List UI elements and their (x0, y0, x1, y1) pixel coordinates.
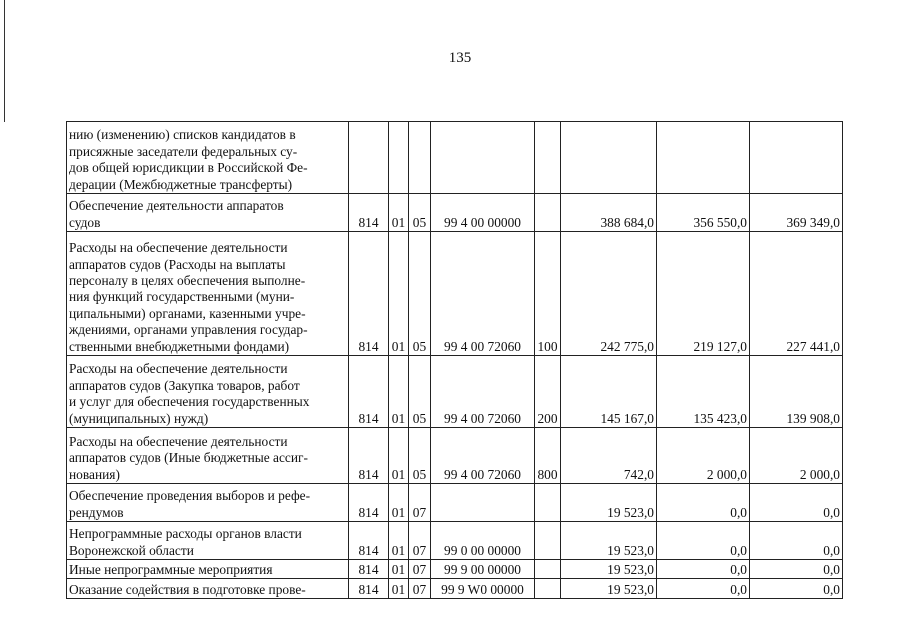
ministry-code-cell: 814 (349, 356, 389, 428)
section-code-cell: 01 (389, 522, 409, 560)
description-line: Обеспечение проведения выборов и рефе- (69, 488, 311, 504)
expense-type-cell: 800 (535, 428, 561, 484)
subsection-code-cell: 07 (409, 579, 431, 599)
ministry-code-cell: 814 (349, 232, 389, 356)
description-line: дов общей юрисдикции в Российской Фе- (69, 160, 308, 176)
target-article-cell: 99 9 00 00000 (431, 560, 535, 579)
amount-year2-cell: 356 550,0 (657, 194, 750, 232)
amount-year3-cell (750, 122, 843, 194)
description-line: ципальными) органами, казенными учре- (69, 305, 306, 321)
target-article-cell (431, 484, 535, 522)
expense-type-cell: 200 (535, 356, 561, 428)
amount-year3-cell: 369 349,0 (750, 194, 843, 232)
description-line: Иные непрограммные мероприятия (69, 561, 273, 577)
description-line: Воронежской области (69, 542, 194, 558)
amount-year1-cell: 19 523,0 (561, 560, 657, 579)
amount-year1-cell: 19 523,0 (561, 484, 657, 522)
expense-type-cell (535, 122, 561, 194)
amount-year2-cell: 0,0 (657, 484, 750, 522)
description-cell (67, 579, 349, 599)
description-line: Непрограммные расходы органов власти (69, 526, 302, 542)
description-line: (муниципальных) нужд) (69, 410, 209, 426)
amount-year3-cell: 0,0 (750, 484, 843, 522)
target-article-cell (431, 122, 535, 194)
amount-year3-cell: 2 000,0 (750, 428, 843, 484)
ministry-code-cell: 814 (349, 484, 389, 522)
subsection-code-cell: 05 (409, 194, 431, 232)
table-row (67, 194, 843, 232)
amount-year2-cell: 219 127,0 (657, 232, 750, 356)
description-cell (67, 194, 349, 232)
amount-year1-cell (561, 122, 657, 194)
table-row (67, 579, 843, 599)
ministry-code-cell: 814 (349, 560, 389, 579)
page-number: 135 (448, 50, 472, 66)
table-row (67, 484, 843, 522)
description-line: аппаратов судов (Расходы на выплаты (69, 256, 286, 272)
amount-year3-cell: 139 908,0 (750, 356, 843, 428)
expense-type-cell (535, 194, 561, 232)
target-article-cell: 99 9 W0 00000 (431, 579, 535, 599)
amount-year1-cell: 242 775,0 (561, 232, 657, 356)
subsection-code-cell: 05 (409, 356, 431, 428)
description-line: Обеспечение деятельности аппаратов (69, 198, 284, 214)
amount-year2-cell (657, 122, 750, 194)
description-cell (67, 560, 349, 579)
description-line: персоналу в целях обеспечения выполне- (69, 272, 306, 288)
description-line: рендумов (69, 504, 124, 520)
table-row (67, 560, 843, 579)
amount-year2-cell: 0,0 (657, 579, 750, 599)
amount-year1-cell: 19 523,0 (561, 579, 657, 599)
description-cell (67, 122, 349, 194)
subsection-code-cell (409, 122, 431, 194)
subsection-code-cell: 05 (409, 232, 431, 356)
subsection-code-cell: 05 (409, 428, 431, 484)
ministry-code-cell: 814 (349, 428, 389, 484)
margin-line (4, 0, 5, 122)
description-line: нования) (69, 466, 120, 482)
expense-type-cell (535, 579, 561, 599)
ministry-code-cell: 814 (349, 579, 389, 599)
description-line: судов (69, 214, 101, 230)
description-line: дерации (Межбюджетные трансферты) (69, 176, 293, 192)
target-article-cell: 99 0 00 00000 (431, 522, 535, 560)
amount-year3-cell: 0,0 (750, 522, 843, 560)
subsection-code-cell: 07 (409, 484, 431, 522)
target-article-cell: 99 4 00 72060 (431, 428, 535, 484)
description-cell (67, 356, 349, 428)
description-line: ственными внебюджетными фондами) (69, 338, 290, 354)
amount-year3-cell: 227 441,0 (750, 232, 843, 356)
amount-year3-cell: 0,0 (750, 579, 843, 599)
expense-type-cell (535, 522, 561, 560)
description-line: аппаратов судов (Иные бюджетные ассиг- (69, 450, 308, 466)
amount-year2-cell: 135 423,0 (657, 356, 750, 428)
table-row (67, 522, 843, 560)
amount-year1-cell: 19 523,0 (561, 522, 657, 560)
subsection-code-cell: 07 (409, 522, 431, 560)
description-cell (67, 484, 349, 522)
description-line: ния функций государственными (муни- (69, 289, 295, 305)
section-code-cell: 01 (389, 232, 409, 356)
amount-year1-cell: 742,0 (561, 428, 657, 484)
section-code-cell: 01 (389, 356, 409, 428)
description-cell (67, 232, 349, 356)
table-row (67, 232, 843, 356)
description-line: ждениями, органами управления государ- (69, 322, 308, 338)
ministry-code-cell (349, 122, 389, 194)
section-code-cell: 01 (389, 194, 409, 232)
expense-type-cell: 100 (535, 232, 561, 356)
amount-year1-cell: 388 684,0 (561, 194, 657, 232)
section-code-cell: 01 (389, 579, 409, 599)
table-row (67, 428, 843, 484)
budget-table (66, 121, 843, 599)
ministry-code-cell: 814 (349, 194, 389, 232)
target-article-cell: 99 4 00 72060 (431, 356, 535, 428)
table-row (67, 122, 843, 194)
target-article-cell: 99 4 00 72060 (431, 232, 535, 356)
expense-type-cell (535, 484, 561, 522)
ministry-code-cell: 814 (349, 522, 389, 560)
description-line: Расходы на обеспечение деятельности (69, 433, 288, 449)
section-code-cell: 01 (389, 428, 409, 484)
amount-year3-cell: 0,0 (750, 560, 843, 579)
description-line: нию (изменению) списков кандидатов в (69, 127, 296, 143)
section-code-cell: 01 (389, 560, 409, 579)
description-cell (67, 522, 349, 560)
expense-type-cell (535, 560, 561, 579)
amount-year1-cell: 145 167,0 (561, 356, 657, 428)
table-body (67, 122, 843, 599)
description-line: Расходы на обеспечение деятельности (69, 361, 288, 377)
amount-year2-cell: 2 000,0 (657, 428, 750, 484)
section-code-cell (389, 122, 409, 194)
section-code-cell: 01 (389, 484, 409, 522)
description-line: Расходы на обеспечение деятельности (69, 240, 288, 256)
amount-year2-cell: 0,0 (657, 522, 750, 560)
target-article-cell: 99 4 00 00000 (431, 194, 535, 232)
description-line: Оказание содействия в подготовке прове- (69, 581, 306, 597)
table-row (67, 356, 843, 428)
description-line: и услуг для обеспечения государственных (69, 394, 310, 410)
description-cell (67, 428, 349, 484)
description-line: присяжные заседатели федеральных су- (69, 143, 298, 159)
subsection-code-cell: 07 (409, 560, 431, 579)
description-line: аппаратов судов (Закупка товаров, работ (69, 377, 300, 393)
amount-year2-cell: 0,0 (657, 560, 750, 579)
